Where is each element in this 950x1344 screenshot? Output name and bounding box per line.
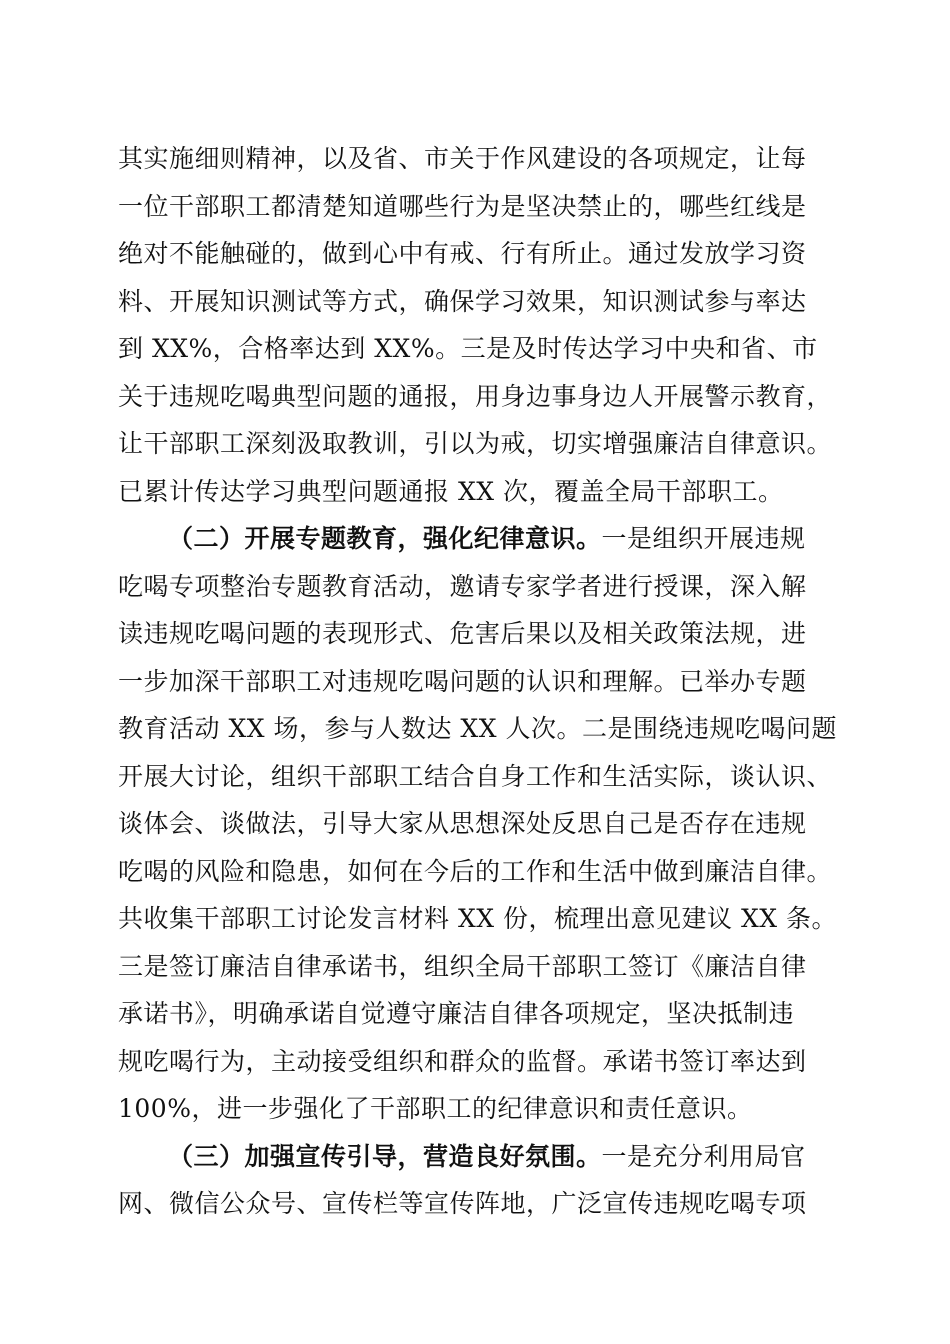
paragraph-line: 规吃喝行为，主动接受组织和群众的监督。承诺书签订率达到 [118,1046,807,1076]
paragraph-line: 吃喝专项整治专题教育活动，邀请专家学者进行授课，深入解 [118,571,807,601]
paragraph-line: 三是签订廉洁自律承诺书，组织全局干部职工签订《廉洁自律 [118,951,807,981]
paragraph-line: 已累计传达学习典型问题通报 XX 次，覆盖全局干部职工。 [118,476,784,506]
section-3-first-line [118,1133,830,1181]
section-2-heading: （二）开展专题教育，强化纪律意识。 [168,524,602,553]
paragraph-line: 吃喝的风险和隐患，如何在今后的工作和生活中做到廉洁自律。 [118,856,833,886]
document-body [118,135,837,1228]
paragraph-line: 到 XX%，合格率达到 XX%。三是及时传达学习中央和省、市 [118,334,818,363]
section-3-first-line-text: 一是充分利用局官 [601,1141,806,1171]
paragraph-line: 一位干部职工都清楚知道哪些行为是坚决禁止的，哪些红线是 [118,191,807,221]
paragraph-line: 网、微信公众号、宣传栏等宣传阵地，广泛宣传违规吃喝专项 [118,1189,807,1218]
paragraph-line: 一步加深干部职工对违规吃喝问题的认识和理解。已举办专题 [118,666,807,696]
paragraph-line: 100%，进一步强化了干部职工的纪律意识和责任意识。 [118,1094,753,1123]
paragraph-line: 开展大讨论，组织干部职工结合自身工作和生活实际，谈认识、 [118,761,833,791]
paragraph-line: 绝对不能触碰的，做到心中有戒、行有所止。通过发放学习资 [118,239,807,268]
section-3-heading: （三）加强宣传引导，营造良好氛围。 [168,1141,602,1171]
paragraph-line: 让干部职工深刻汲取教训，引以为戒，切实增强廉洁自律意识。 [118,429,833,458]
paragraph-line: 读违规吃喝问题的表现形式、危害后果以及相关政策法规，进 [118,619,807,648]
paragraph-line: 谈体会、谈做法，引导大家从思想深处反思自己是否存在违规 [118,809,807,838]
section-2-first-line [118,515,830,563]
paragraph-line: 教育活动 XX 场，参与人数达 XX 人次。二是围绕违规吃喝问题 [118,714,837,743]
section-2-first-line-text: 一是组织开展违规 [601,524,806,553]
paragraph-line: 承诺书》，明确承诺自觉遵守廉洁自律各项规定，坚决抵制违 [118,999,795,1028]
paragraph-line: 关于违规吃喝典型问题的通报，用身边事身边人开展警示教育， [118,381,833,411]
paragraph-line: 共收集干部职工讨论发言材料 XX 份，梳理出意见建议 XX 条。 [118,904,837,933]
paragraph-line: 料、开展知识测试等方式，确保学习效果，知识测试参与率达 [118,286,807,316]
paragraph-line: 其实施细则精神，以及省、市关于作风建设的各项规定，让每 [118,144,807,173]
